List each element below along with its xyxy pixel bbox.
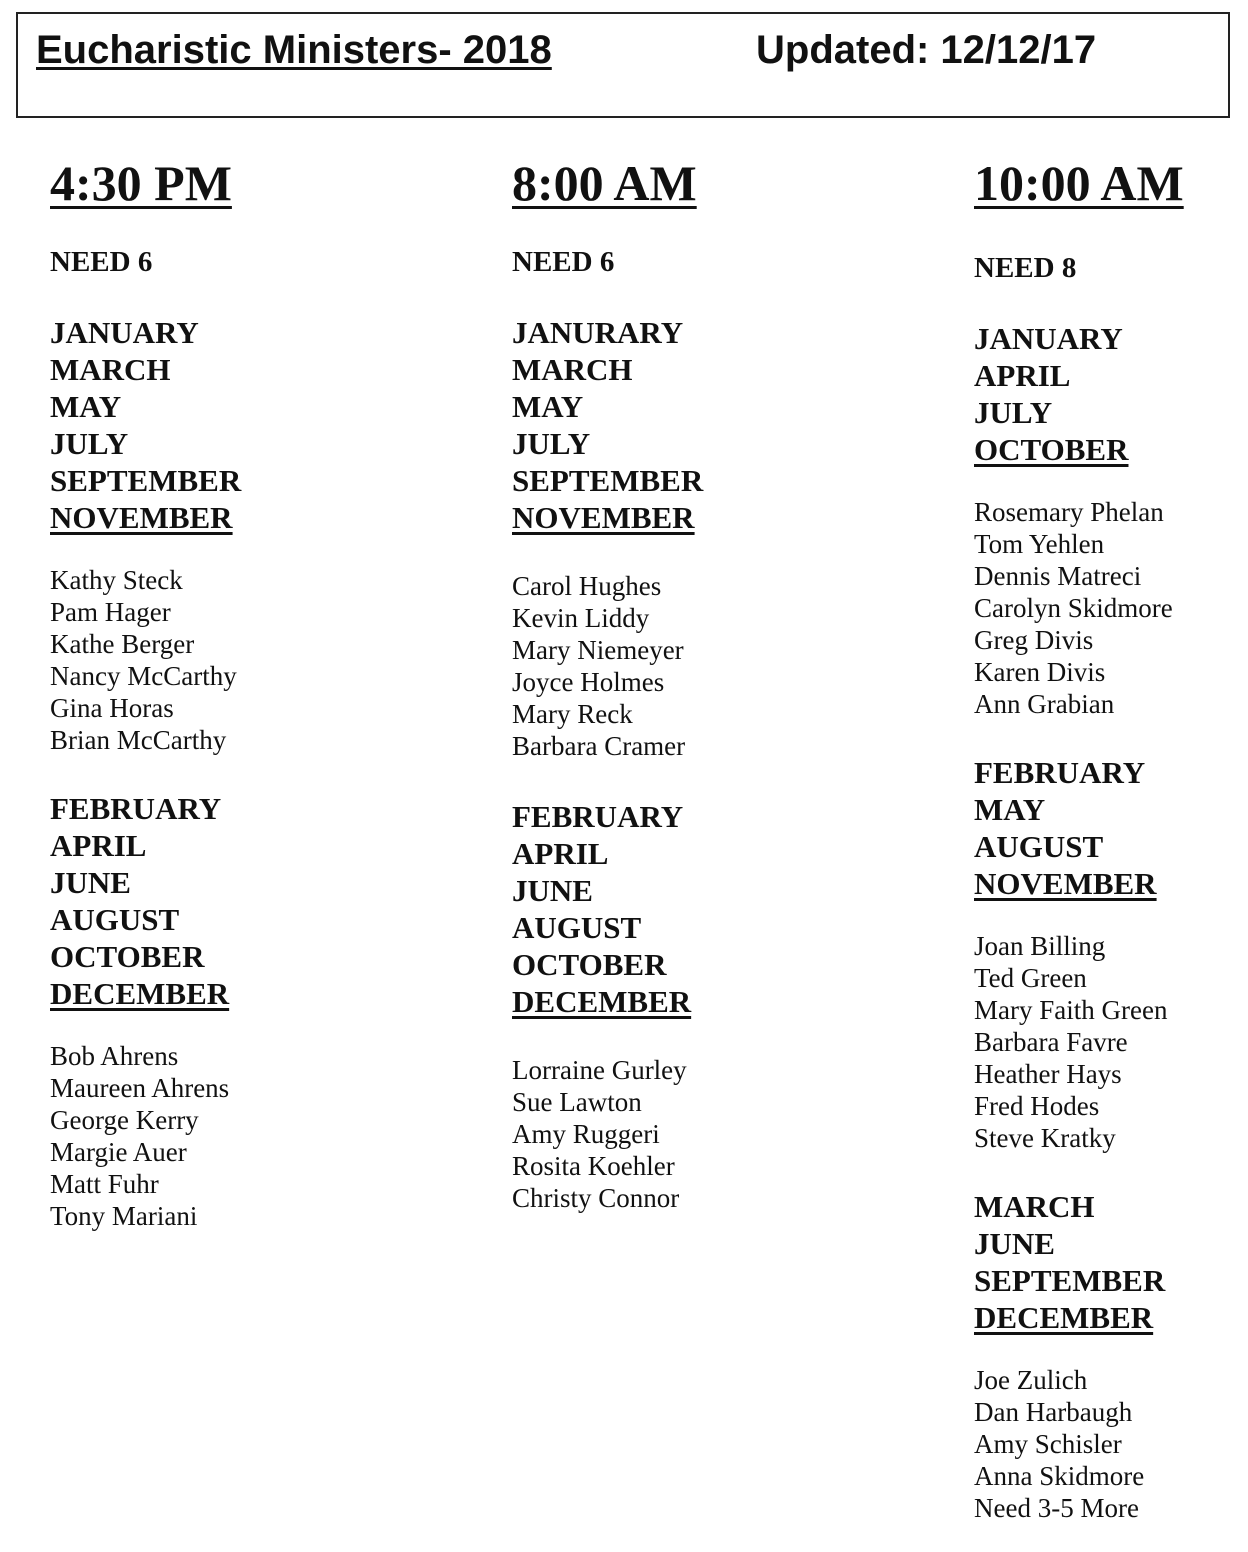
month-label: MARCH bbox=[512, 352, 633, 387]
minister-list bbox=[974, 930, 1234, 1154]
month-label: NOVEMBER bbox=[512, 500, 695, 535]
minister-name: Nancy McCarthy bbox=[50, 661, 237, 691]
minister-list bbox=[512, 1054, 872, 1214]
month-label: DECEMBER bbox=[974, 1300, 1154, 1335]
month-label: SEPTEMBER bbox=[50, 463, 242, 498]
minister-name: Steve Kratky bbox=[974, 1123, 1116, 1153]
month-group bbox=[50, 314, 410, 756]
minister-name: Brian McCarthy bbox=[50, 725, 227, 755]
minister-name: Dennis Matreci bbox=[974, 561, 1142, 591]
month-label: AUGUST bbox=[50, 902, 180, 937]
minister-name: Amy Ruggeri bbox=[512, 1119, 660, 1149]
month-label: MARCH bbox=[974, 1189, 1095, 1224]
month-label: AUGUST bbox=[974, 829, 1104, 864]
minister-name: Amy Schisler bbox=[974, 1429, 1122, 1459]
minister-name: Need 3-5 More bbox=[974, 1493, 1139, 1523]
month-label: JANUARY bbox=[50, 315, 199, 350]
minister-name: Karen Divis bbox=[974, 657, 1106, 687]
minister-name: Maureen Ahrens bbox=[50, 1073, 230, 1103]
month-label: SEPTEMBER bbox=[974, 1263, 1166, 1298]
month-list bbox=[512, 314, 872, 536]
schedule-column-1000am bbox=[974, 150, 1234, 1524]
month-label: DECEMBER bbox=[512, 984, 692, 1019]
month-label: JULY bbox=[974, 395, 1053, 430]
month-label: JUNE bbox=[50, 865, 131, 900]
minister-name: Tom Yehlen bbox=[974, 529, 1105, 559]
column-time-heading: 4:30 PM bbox=[50, 155, 232, 211]
month-label: MAY bbox=[50, 389, 122, 424]
month-label: OCTOBER bbox=[50, 939, 205, 974]
month-list bbox=[974, 1188, 1234, 1336]
minister-name: Matt Fuhr bbox=[50, 1169, 159, 1199]
minister-name: Fred Hodes bbox=[974, 1091, 1100, 1121]
minister-name: Joyce Holmes bbox=[512, 667, 665, 697]
minister-name: Gina Horas bbox=[50, 693, 174, 723]
need-count: NEED 6 bbox=[50, 246, 153, 278]
month-group bbox=[512, 798, 872, 1214]
need-count: NEED 8 bbox=[974, 252, 1077, 284]
header-box bbox=[16, 12, 1230, 118]
minister-list bbox=[974, 496, 1234, 720]
minister-name: Rosita Koehler bbox=[512, 1151, 675, 1181]
month-label: FEBRUARY bbox=[974, 755, 1146, 790]
minister-name: Kathy Steck bbox=[50, 565, 183, 595]
month-label: APRIL bbox=[974, 358, 1071, 393]
minister-name: Lorraine Gurley bbox=[512, 1055, 687, 1085]
minister-name: Greg Divis bbox=[974, 625, 1094, 655]
schedule-column-430pm bbox=[50, 150, 410, 1232]
month-list bbox=[512, 798, 872, 1020]
minister-name: Christy Connor bbox=[512, 1183, 680, 1213]
minister-name: George Kerry bbox=[50, 1105, 199, 1135]
month-label: APRIL bbox=[512, 836, 609, 871]
month-label: SEPTEMBER bbox=[512, 463, 704, 498]
minister-list bbox=[50, 564, 410, 756]
minister-name: Carol Hughes bbox=[512, 571, 662, 601]
minister-name: Bob Ahrens bbox=[50, 1041, 179, 1071]
month-label: DECEMBER bbox=[50, 976, 230, 1011]
minister-list bbox=[974, 1364, 1234, 1524]
month-group bbox=[512, 314, 872, 762]
month-label: OCTOBER bbox=[974, 432, 1129, 467]
minister-name: Ted Green bbox=[974, 963, 1087, 993]
updated-date: Updated: 12/12/17 bbox=[756, 28, 1097, 72]
minister-name: Rosemary Phelan bbox=[974, 497, 1164, 527]
minister-name: Margie Auer bbox=[50, 1137, 187, 1167]
minister-name: Kevin Liddy bbox=[512, 603, 650, 633]
month-label: AUGUST bbox=[512, 910, 642, 945]
minister-name: Carolyn Skidmore bbox=[974, 593, 1173, 623]
month-label: MAY bbox=[512, 389, 584, 424]
month-label: FEBRUARY bbox=[50, 791, 222, 826]
month-list bbox=[974, 320, 1234, 468]
minister-name: Heather Hays bbox=[974, 1059, 1122, 1089]
month-label: JULY bbox=[50, 426, 129, 461]
month-label: JUNE bbox=[974, 1226, 1055, 1261]
month-label: NOVEMBER bbox=[974, 866, 1157, 901]
column-time-heading: 10:00 AM bbox=[974, 155, 1184, 211]
month-label: JANURARY bbox=[512, 315, 684, 350]
minister-name: Tony Mariani bbox=[50, 1201, 198, 1231]
minister-name: Mary Reck bbox=[512, 699, 633, 729]
month-group bbox=[50, 790, 410, 1232]
month-group bbox=[974, 320, 1234, 720]
month-list bbox=[974, 754, 1234, 902]
need-count: NEED 6 bbox=[512, 246, 615, 278]
page-title: Eucharistic Ministers- 2018 bbox=[36, 28, 552, 72]
minister-name: Barbara Cramer bbox=[512, 731, 686, 761]
month-list bbox=[50, 790, 410, 1012]
month-label: JULY bbox=[512, 426, 591, 461]
minister-name: Sue Lawton bbox=[512, 1087, 642, 1117]
minister-list bbox=[50, 1040, 410, 1232]
month-group bbox=[974, 1188, 1234, 1524]
minister-name: Barbara Favre bbox=[974, 1027, 1128, 1057]
month-list bbox=[50, 314, 410, 536]
column-time-heading: 8:00 AM bbox=[512, 155, 697, 211]
minister-name: Joe Zulich bbox=[974, 1365, 1088, 1395]
minister-name: Kathe Berger bbox=[50, 629, 195, 659]
minister-name: Dan Harbaugh bbox=[974, 1397, 1133, 1427]
month-label: NOVEMBER bbox=[50, 500, 233, 535]
month-group bbox=[974, 754, 1234, 1154]
month-label: OCTOBER bbox=[512, 947, 667, 982]
minister-list bbox=[512, 570, 872, 762]
minister-name: Anna Skidmore bbox=[974, 1461, 1145, 1491]
month-label: FEBRUARY bbox=[512, 799, 684, 834]
month-label: JANUARY bbox=[974, 321, 1123, 356]
schedule-column-800am bbox=[512, 150, 872, 1214]
minister-name: Ann Grabian bbox=[974, 689, 1115, 719]
month-label: APRIL bbox=[50, 828, 147, 863]
minister-name: Mary Niemeyer bbox=[512, 635, 684, 665]
month-label: MAY bbox=[974, 792, 1046, 827]
month-label: MARCH bbox=[50, 352, 171, 387]
minister-name: Mary Faith Green bbox=[974, 995, 1168, 1025]
month-label: JUNE bbox=[512, 873, 593, 908]
minister-name: Pam Hager bbox=[50, 597, 171, 627]
minister-name: Joan Billing bbox=[974, 931, 1106, 961]
